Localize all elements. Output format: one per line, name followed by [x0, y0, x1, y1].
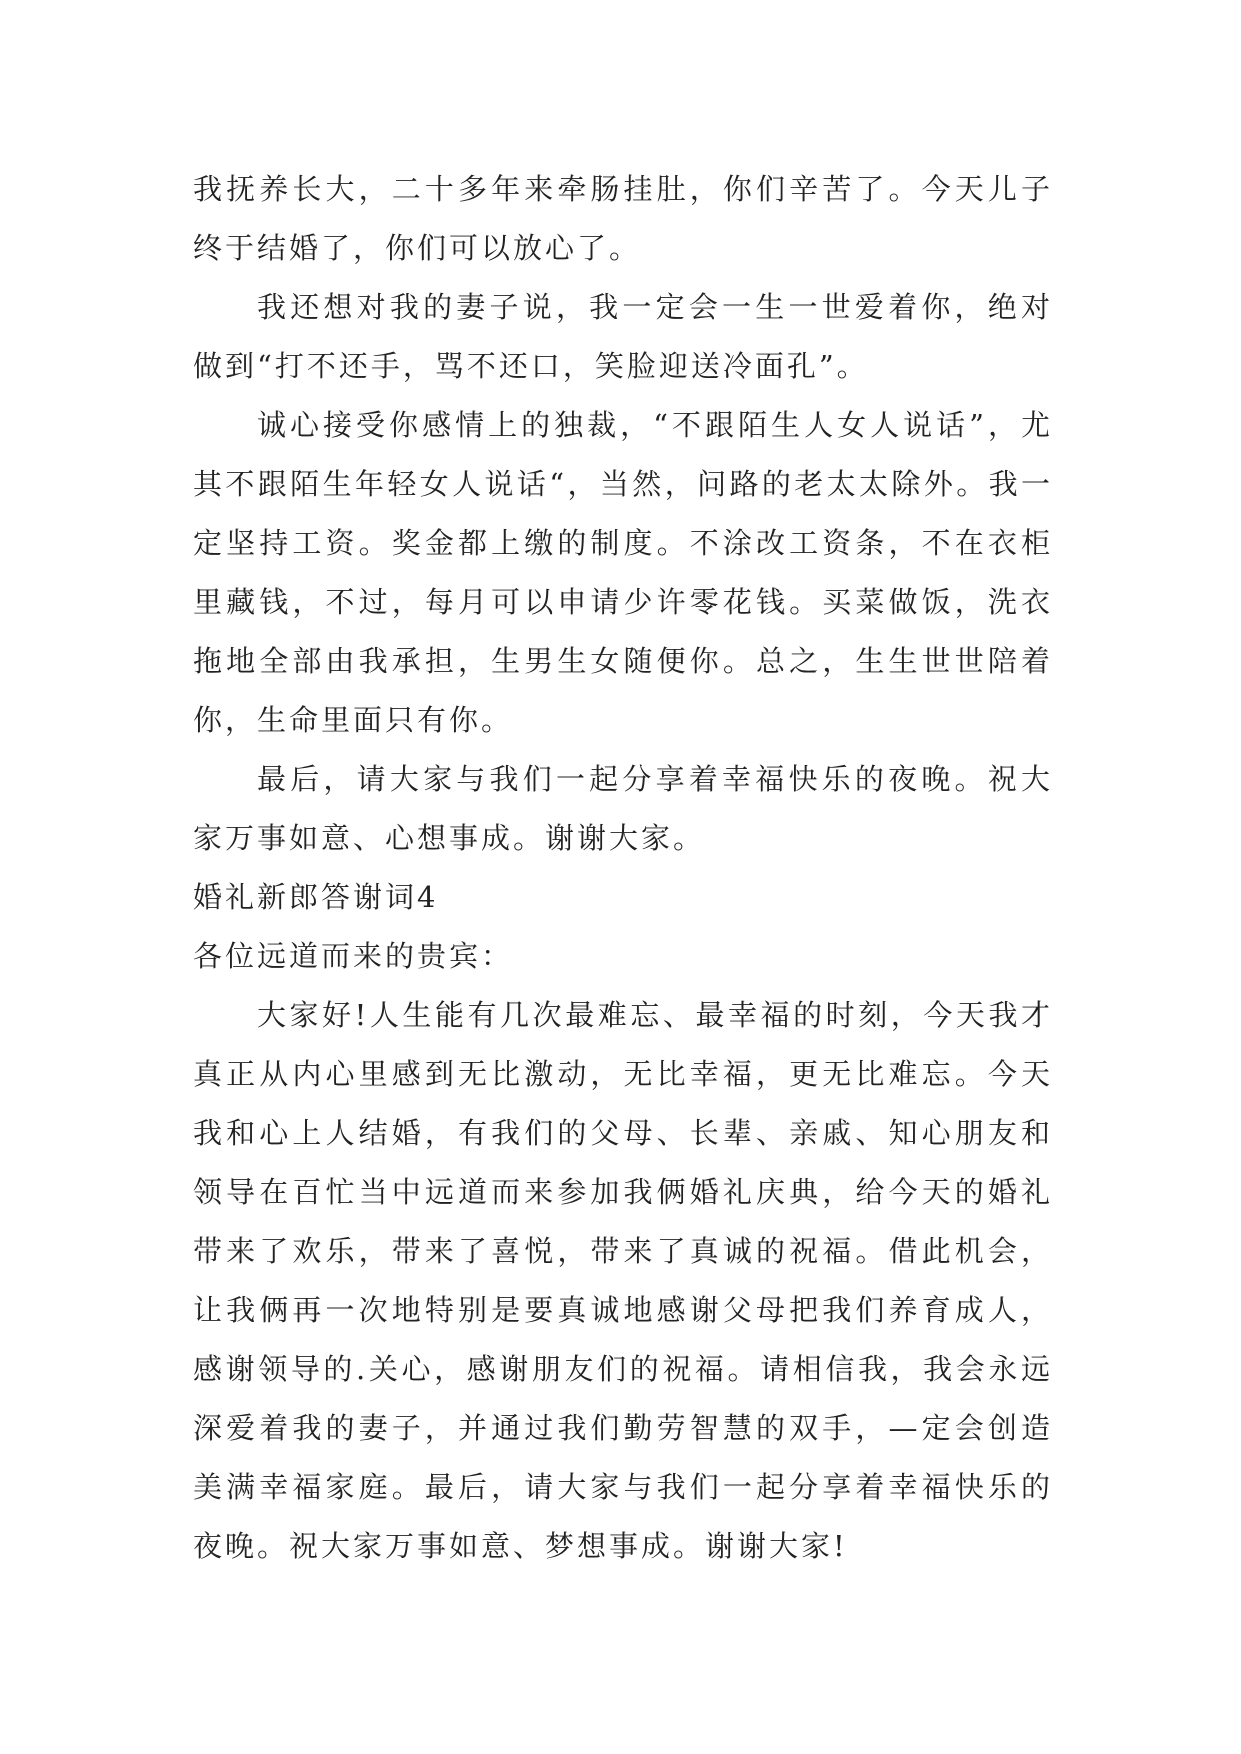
section-heading: 婚礼新郎答谢词4 [193, 880, 439, 914]
salutation: 各位远道而来的贵宾： [193, 939, 514, 973]
paragraph-speech: 大家好!人生能有几次最难忘、最幸福的时刻，今天我才真正从内心里感到无比激动，无比幸福，更无比难忘。今天我和心上人结婚，有我们的父母、长辈、亲戚、知心朋友和领导在百忙当中远道而来参加我俩婚礼庆典，给今天的婚礼带来了欢乐，带来了喜悦，带来了真诚的祝福。借此机会，让我俩再一次地特别是要真诚地感谢父母把我们养育成人，感谢领导的.关心，感谢朋友们的祝福。请相信我，我会永远深爱着我的妻子，并通过我们勤劳智慧的双手，—定会创造美满幸福家庭。最后，请大家与我们一起分享着幸福快乐的夜晚。祝大家万事如意、梦想事成。谢谢大家! [193, 998, 1053, 1563]
document-body [193, 160, 1053, 1576]
paragraph-wife-promise: 我还想对我的妻子说，我一定会一生一世爱着你，绝对做到“打不还手，骂不还口，笑脸迎送冷面孔”。 [193, 290, 1053, 383]
paragraph-commitments: 诚心接受你感情上的独裁，“不跟陌生人女人说话”，尤其不跟陌生年轻女人说话“，当然，问路的老太太除外。我一定坚持工资。奖金都上缴的制度。不涂改工资条，不在衣柜里藏钱，不过，每月可以申请少许零花钱。买菜做饭，洗衣拖地全部由我承担，生男生女随便你。总之，生生世世陪着你，生命里面只有你。 [193, 408, 1053, 737]
paragraph-closing: 最后，请大家与我们一起分享着幸福快乐的夜晚。祝大家万事如意、心想事成。谢谢大家。 [193, 762, 1053, 855]
paragraph-continuation: 我抚养长大，二十多年来牵肠挂肚，你们辛苦了。今天儿子终于结婚了，你们可以放心了。 [193, 172, 1053, 265]
